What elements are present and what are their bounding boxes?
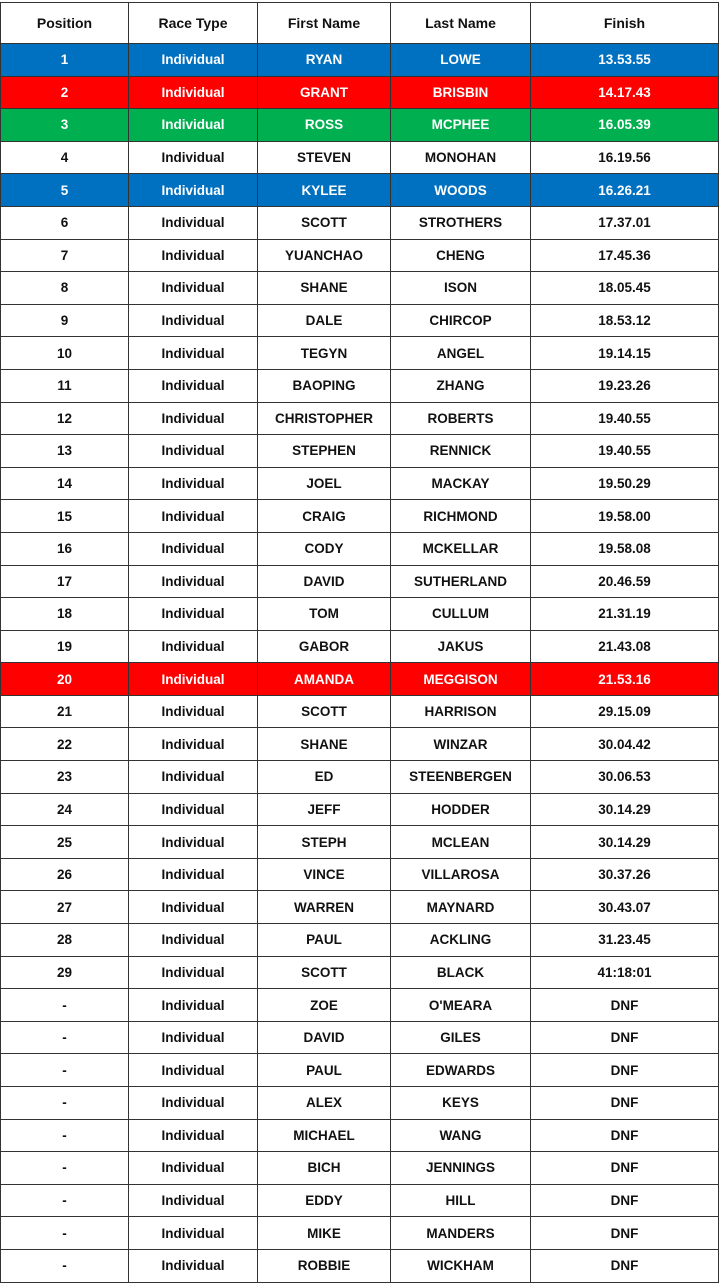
cell-first-name: KYLEE — [258, 174, 391, 207]
cell-position: - — [1, 989, 129, 1022]
cell-race-type: Individual — [129, 500, 258, 533]
cell-first-name: SCOTT — [258, 206, 391, 239]
cell-race-type: Individual — [129, 1054, 258, 1087]
cell-position: 3 — [1, 109, 129, 142]
cell-position: - — [1, 1217, 129, 1250]
cell-finish: 29.15.09 — [531, 695, 719, 728]
table-row — [1, 369, 719, 402]
cell-position: - — [1, 1054, 129, 1087]
cell-last-name: MACKAY — [391, 467, 531, 500]
cell-last-name: MCKELLAR — [391, 532, 531, 565]
cell-position: 17 — [1, 565, 129, 598]
cell-race-type: Individual — [129, 337, 258, 370]
cell-first-name: STEVEN — [258, 141, 391, 174]
table-row — [1, 598, 719, 631]
cell-race-type: Individual — [129, 695, 258, 728]
cell-race-type: Individual — [129, 206, 258, 239]
cell-first-name: SCOTT — [258, 956, 391, 989]
table-row — [1, 402, 719, 435]
table-row — [1, 141, 719, 174]
cell-finish: 31.23.45 — [531, 924, 719, 957]
cell-finish: 18.05.45 — [531, 272, 719, 305]
cell-race-type: Individual — [129, 924, 258, 957]
table-row — [1, 532, 719, 565]
table-row — [1, 239, 719, 272]
cell-position: 14 — [1, 467, 129, 500]
cell-last-name: ISON — [391, 272, 531, 305]
cell-finish: 19.23.26 — [531, 369, 719, 402]
cell-finish: DNF — [531, 1054, 719, 1087]
cell-first-name: GABOR — [258, 630, 391, 663]
cell-last-name: RICHMOND — [391, 500, 531, 533]
cell-finish: DNF — [531, 989, 719, 1022]
cell-first-name: ALEX — [258, 1087, 391, 1120]
cell-first-name: PAUL — [258, 1054, 391, 1087]
cell-first-name: ROSS — [258, 109, 391, 142]
cell-position: - — [1, 1119, 129, 1152]
cell-position: - — [1, 1152, 129, 1185]
table-body — [1, 44, 719, 1283]
cell-position: 13 — [1, 435, 129, 468]
cell-first-name: VINCE — [258, 858, 391, 891]
cell-last-name: HILL — [391, 1184, 531, 1217]
cell-race-type: Individual — [129, 826, 258, 859]
cell-last-name: STROTHERS — [391, 206, 531, 239]
cell-first-name: STEPHEN — [258, 435, 391, 468]
cell-race-type: Individual — [129, 565, 258, 598]
cell-first-name: JOEL — [258, 467, 391, 500]
cell-race-type: Individual — [129, 989, 258, 1022]
cell-finish: 30.14.29 — [531, 793, 719, 826]
table-row — [1, 467, 719, 500]
cell-race-type: Individual — [129, 239, 258, 272]
header-finish: Finish — [531, 3, 719, 44]
cell-race-type: Individual — [129, 956, 258, 989]
table-row — [1, 826, 719, 859]
cell-position: 18 — [1, 598, 129, 631]
cell-position: 24 — [1, 793, 129, 826]
cell-position: 6 — [1, 206, 129, 239]
table-row — [1, 1217, 719, 1250]
table-row — [1, 761, 719, 794]
cell-race-type: Individual — [129, 435, 258, 468]
cell-finish: DNF — [531, 1249, 719, 1282]
cell-first-name: BICH — [258, 1152, 391, 1185]
cell-race-type: Individual — [129, 1021, 258, 1054]
cell-last-name: MAYNARD — [391, 891, 531, 924]
cell-position: - — [1, 1184, 129, 1217]
cell-position: 2 — [1, 76, 129, 109]
cell-position: 26 — [1, 858, 129, 891]
cell-finish: 21.43.08 — [531, 630, 719, 663]
cell-finish: 20.46.59 — [531, 565, 719, 598]
cell-race-type: Individual — [129, 793, 258, 826]
cell-race-type: Individual — [129, 598, 258, 631]
cell-finish: DNF — [531, 1184, 719, 1217]
cell-finish: 17.45.36 — [531, 239, 719, 272]
cell-last-name: O'MEARA — [391, 989, 531, 1022]
cell-first-name: CHRISTOPHER — [258, 402, 391, 435]
table-row — [1, 76, 719, 109]
cell-last-name: MONOHAN — [391, 141, 531, 174]
table-row — [1, 565, 719, 598]
results-sheet — [0, 2, 718, 1283]
cell-race-type: Individual — [129, 174, 258, 207]
cell-position: 19 — [1, 630, 129, 663]
cell-first-name: MIKE — [258, 1217, 391, 1250]
cell-position: 15 — [1, 500, 129, 533]
table-row — [1, 891, 719, 924]
cell-finish: 16.26.21 — [531, 174, 719, 207]
cell-position: 22 — [1, 728, 129, 761]
cell-last-name: WICKHAM — [391, 1249, 531, 1282]
cell-last-name: JENNINGS — [391, 1152, 531, 1185]
cell-first-name: ED — [258, 761, 391, 794]
cell-race-type: Individual — [129, 467, 258, 500]
table-row — [1, 858, 719, 891]
cell-finish: 21.31.19 — [531, 598, 719, 631]
cell-last-name: GILES — [391, 1021, 531, 1054]
header-first-name: First Name — [258, 3, 391, 44]
table-row — [1, 1119, 719, 1152]
cell-race-type: Individual — [129, 304, 258, 337]
cell-first-name: RYAN — [258, 44, 391, 77]
cell-last-name: VILLAROSA — [391, 858, 531, 891]
cell-race-type: Individual — [129, 1087, 258, 1120]
cell-first-name: EDDY — [258, 1184, 391, 1217]
cell-last-name: ROBERTS — [391, 402, 531, 435]
cell-position: 27 — [1, 891, 129, 924]
table-row — [1, 44, 719, 77]
cell-race-type: Individual — [129, 1184, 258, 1217]
cell-first-name: BAOPING — [258, 369, 391, 402]
cell-last-name: CULLUM — [391, 598, 531, 631]
cell-last-name: LOWE — [391, 44, 531, 77]
cell-finish: 21.53.16 — [531, 663, 719, 696]
cell-position: 20 — [1, 663, 129, 696]
cell-finish: 30.04.42 — [531, 728, 719, 761]
cell-last-name: BLACK — [391, 956, 531, 989]
cell-last-name: CHENG — [391, 239, 531, 272]
cell-first-name: WARREN — [258, 891, 391, 924]
cell-finish: 41:18:01 — [531, 956, 719, 989]
table-row — [1, 956, 719, 989]
cell-first-name: PAUL — [258, 924, 391, 957]
cell-position: 16 — [1, 532, 129, 565]
cell-position: 23 — [1, 761, 129, 794]
cell-last-name: ANGEL — [391, 337, 531, 370]
table-row — [1, 1021, 719, 1054]
cell-last-name: KEYS — [391, 1087, 531, 1120]
cell-finish: 16.19.56 — [531, 141, 719, 174]
cell-last-name: WANG — [391, 1119, 531, 1152]
cell-last-name: MCPHEE — [391, 109, 531, 142]
cell-position: 25 — [1, 826, 129, 859]
cell-first-name: MICHAEL — [258, 1119, 391, 1152]
cell-position: 21 — [1, 695, 129, 728]
cell-first-name: JEFF — [258, 793, 391, 826]
cell-finish: 30.37.26 — [531, 858, 719, 891]
cell-race-type: Individual — [129, 109, 258, 142]
header-position: Position — [1, 3, 129, 44]
table-row — [1, 174, 719, 207]
table-row — [1, 206, 719, 239]
cell-first-name: ZOE — [258, 989, 391, 1022]
cell-finish: 19.58.00 — [531, 500, 719, 533]
cell-race-type: Individual — [129, 630, 258, 663]
cell-first-name: DAVID — [258, 1021, 391, 1054]
cell-last-name: ACKLING — [391, 924, 531, 957]
cell-first-name: DALE — [258, 304, 391, 337]
table-row — [1, 793, 719, 826]
table-row — [1, 630, 719, 663]
cell-first-name: CRAIG — [258, 500, 391, 533]
cell-position: 4 — [1, 141, 129, 174]
cell-finish: 19.50.29 — [531, 467, 719, 500]
table-row — [1, 728, 719, 761]
table-row — [1, 1054, 719, 1087]
cell-first-name: GRANT — [258, 76, 391, 109]
cell-race-type: Individual — [129, 1249, 258, 1282]
cell-first-name: SCOTT — [258, 695, 391, 728]
cell-race-type: Individual — [129, 858, 258, 891]
cell-last-name: ZHANG — [391, 369, 531, 402]
cell-last-name: STEENBERGEN — [391, 761, 531, 794]
cell-finish: DNF — [531, 1087, 719, 1120]
table-row — [1, 989, 719, 1022]
cell-finish: 14.17.43 — [531, 76, 719, 109]
cell-position: 1 — [1, 44, 129, 77]
table-row — [1, 1249, 719, 1282]
cell-race-type: Individual — [129, 532, 258, 565]
cell-finish: 17.37.01 — [531, 206, 719, 239]
table-row — [1, 924, 719, 957]
cell-finish: 16.05.39 — [531, 109, 719, 142]
table-row — [1, 1087, 719, 1120]
cell-last-name: SUTHERLAND — [391, 565, 531, 598]
cell-race-type: Individual — [129, 44, 258, 77]
cell-finish: DNF — [531, 1152, 719, 1185]
cell-position: 28 — [1, 924, 129, 957]
cell-last-name: MCLEAN — [391, 826, 531, 859]
cell-race-type: Individual — [129, 369, 258, 402]
cell-race-type: Individual — [129, 1119, 258, 1152]
cell-race-type: Individual — [129, 141, 258, 174]
cell-last-name: RENNICK — [391, 435, 531, 468]
table-row — [1, 337, 719, 370]
cell-finish: 30.43.07 — [531, 891, 719, 924]
cell-position: 8 — [1, 272, 129, 305]
cell-finish: 19.58.08 — [531, 532, 719, 565]
cell-position: 5 — [1, 174, 129, 207]
cell-last-name: MANDERS — [391, 1217, 531, 1250]
cell-position: - — [1, 1021, 129, 1054]
results-table — [0, 2, 719, 1283]
cell-finish: 18.53.12 — [531, 304, 719, 337]
cell-finish: 30.06.53 — [531, 761, 719, 794]
cell-first-name: SHANE — [258, 272, 391, 305]
header-race-type: Race Type — [129, 3, 258, 44]
cell-last-name: JAKUS — [391, 630, 531, 663]
cell-last-name: MEGGISON — [391, 663, 531, 696]
cell-finish: 13.53.55 — [531, 44, 719, 77]
cell-race-type: Individual — [129, 272, 258, 305]
table-header-row — [1, 3, 719, 44]
cell-last-name: EDWARDS — [391, 1054, 531, 1087]
cell-position: 7 — [1, 239, 129, 272]
table-row — [1, 695, 719, 728]
cell-position: 10 — [1, 337, 129, 370]
cell-first-name: SHANE — [258, 728, 391, 761]
cell-last-name: WOODS — [391, 174, 531, 207]
cell-finish: 19.14.15 — [531, 337, 719, 370]
cell-first-name: AMANDA — [258, 663, 391, 696]
cell-first-name: YUANCHAO — [258, 239, 391, 272]
table-row — [1, 500, 719, 533]
table-row — [1, 663, 719, 696]
cell-first-name: ROBBIE — [258, 1249, 391, 1282]
cell-race-type: Individual — [129, 76, 258, 109]
table-row — [1, 1152, 719, 1185]
cell-last-name: HODDER — [391, 793, 531, 826]
cell-race-type: Individual — [129, 728, 258, 761]
cell-first-name: STEPH — [258, 826, 391, 859]
cell-position: 29 — [1, 956, 129, 989]
cell-finish: DNF — [531, 1021, 719, 1054]
cell-first-name: DAVID — [258, 565, 391, 598]
cell-race-type: Individual — [129, 1217, 258, 1250]
cell-finish: DNF — [531, 1119, 719, 1152]
cell-race-type: Individual — [129, 761, 258, 794]
cell-finish: 30.14.29 — [531, 826, 719, 859]
cell-first-name: TEGYN — [258, 337, 391, 370]
cell-position: - — [1, 1087, 129, 1120]
cell-last-name: CHIRCOP — [391, 304, 531, 337]
cell-race-type: Individual — [129, 402, 258, 435]
cell-race-type: Individual — [129, 1152, 258, 1185]
table-row — [1, 304, 719, 337]
cell-finish: DNF — [531, 1217, 719, 1250]
cell-first-name: CODY — [258, 532, 391, 565]
table-row — [1, 109, 719, 142]
cell-last-name: BRISBIN — [391, 76, 531, 109]
cell-finish: 19.40.55 — [531, 402, 719, 435]
cell-first-name: TOM — [258, 598, 391, 631]
cell-finish: 19.40.55 — [531, 435, 719, 468]
header-last-name: Last Name — [391, 3, 531, 44]
table-row — [1, 1184, 719, 1217]
cell-last-name: HARRISON — [391, 695, 531, 728]
cell-race-type: Individual — [129, 891, 258, 924]
cell-position: 11 — [1, 369, 129, 402]
cell-race-type: Individual — [129, 663, 258, 696]
cell-position: 12 — [1, 402, 129, 435]
cell-position: - — [1, 1249, 129, 1282]
table-row — [1, 272, 719, 305]
cell-position: 9 — [1, 304, 129, 337]
table-row — [1, 435, 719, 468]
cell-last-name: WINZAR — [391, 728, 531, 761]
